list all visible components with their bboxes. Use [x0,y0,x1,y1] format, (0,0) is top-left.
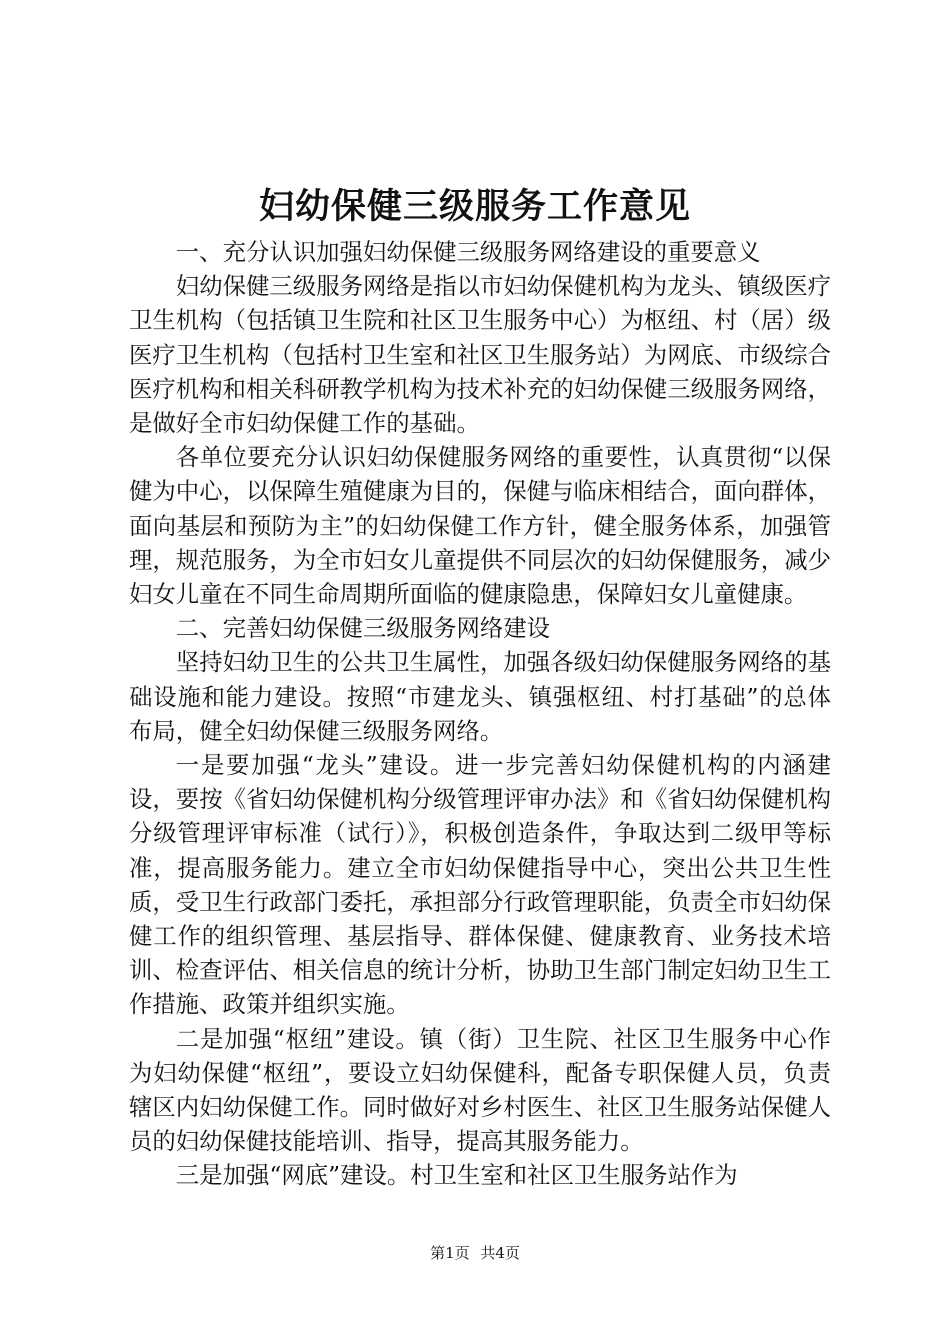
document-body [129,235,831,1193]
paragraph-base-construction: 三是加强“网底”建设。村卫生室和社区卫生服务站作为 [175,1161,738,1190]
paragraph-leader-construction: 一是要加强“龙头”建设。进一步完善妇幼保健机构的内涵建设，要按《省妇幼保健机构分级管理评审办法》和《省妇幼保健机构分级管理评审标准（试行）》，积极创造条件，争取达到二级甲等标准，提高服务能力。建立全市妇幼保健指导中心，突出公共卫生性质，受卫生行政部门委托，承担部分行政管理职能，负责全市妇幼保健工作的组织管理、基层指导、群体保健、健康教育、业务技术培训、检查评估、相关信息的统计分析，协助卫生部门制定妇幼卫生工作措施、政策并组织实施。 [129,751,831,1019]
section-heading-2: 二、完善妇幼保健三级服务网络建设 [175,614,551,643]
page-number: 第1页 [430,1244,470,1262]
document-title: 妇幼保健三级服务工作意见 [258,186,691,227]
page-footer [0,1242,950,1264]
paragraph-network-definition: 妇幼保健三级服务网络是指以市妇幼保健机构为龙头、镇级医疗卫生机构（包括镇卫生院和社区卫生服务中心）为枢纽、村（居）级医疗卫生机构（包括村卫生室和社区卫生服务站）为网底、市级综合医疗机构和相关科研教学机构为技术补充的妇幼保健三级服务网络，是做好全市妇幼保健工作的基础。 [129,272,831,438]
paragraph-hub-construction: 二是加强“枢纽”建设。镇（街）卫生院、社区卫生服务中心作为妇幼保健“枢纽”，要设立妇幼保健科，配备专职保健人员，负责辖区内妇幼保健工作。同时做好对乡村医生、社区卫生服务站保健人员的妇幼保健技能培训、指导，提高其服务能力。 [129,1024,831,1156]
paragraph-public-health: 坚持妇幼卫生的公共卫生属性，加强各级妇幼保健服务网络的基础设施和能力建设。按照“市建龙头、镇强枢纽、村打基础”的总体布局，健全妇幼保健三级服务网络。 [129,648,831,745]
section-heading-1: 一、充分认识加强妇幼保健三级服务网络建设的重要意义 [175,238,761,266]
paragraph-importance: 各单位要充分认识妇幼保健服务网络的重要性，认真贯彻“以保健为中心，以保障生殖健康为目的，保健与临床相结合，面向群体，面向基层和预防为主”的妇幼保健工作方针，健全服务体系，加强管理，规范服务，为全市妇女儿童提供不同层次的妇幼保健服务，减少妇女儿童在不同生命周期所面临的健康隐患，保障妇女儿童健康。 [129,443,831,609]
page-total: 共4页 [480,1244,520,1262]
